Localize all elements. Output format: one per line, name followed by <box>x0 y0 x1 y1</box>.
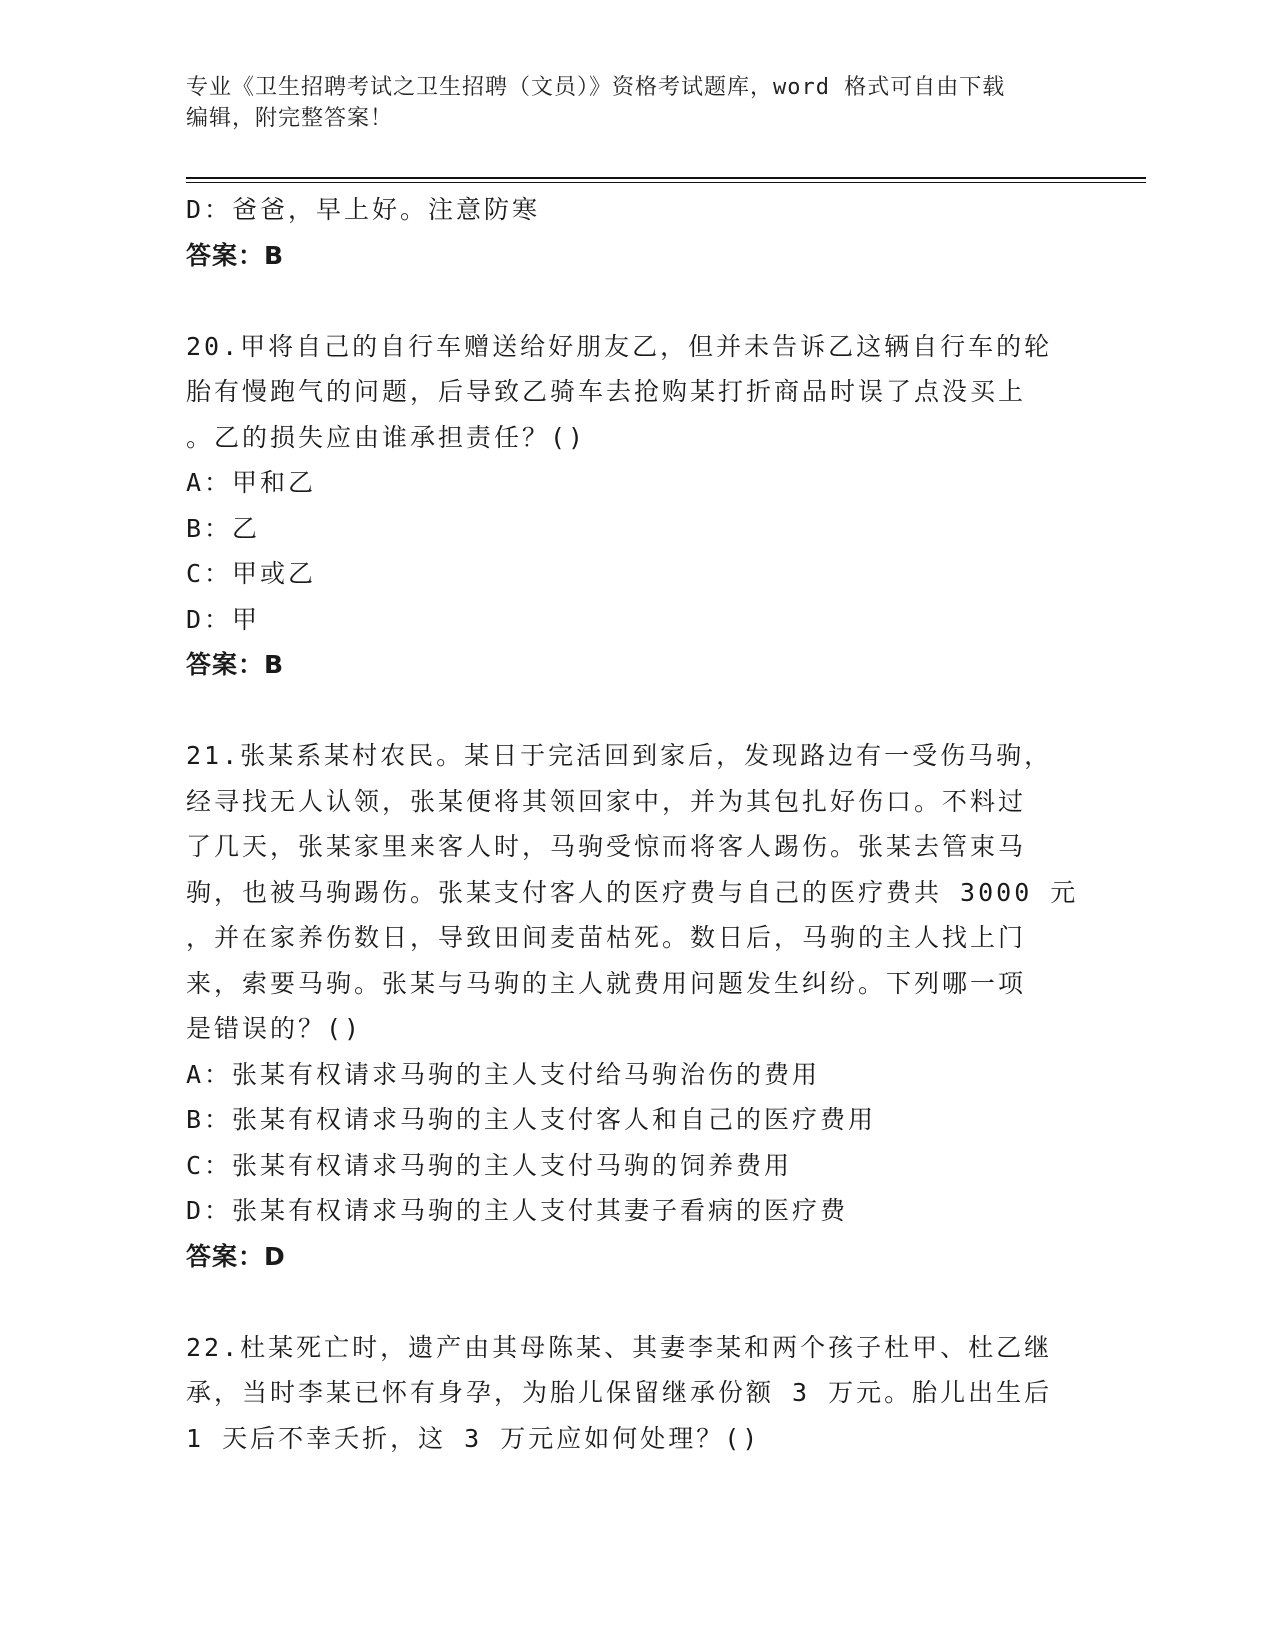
answer-label: 答案：D <box>186 1241 286 1271</box>
question-text-line: 是错误的？() <box>186 1014 363 1043</box>
option-a: A：甲和乙 <box>186 468 317 497</box>
question-20 <box>186 324 1086 688</box>
header-line-1: 专业《卫生招聘考试之卫生招聘（文员）》资格考试题库，word 格式可自由下载 <box>186 75 1006 100</box>
option-d: D：甲 <box>186 604 261 634</box>
option-a: A：张某有权请求马驹的主人支付给马驹治伤的费用 <box>186 1059 821 1089</box>
question-text-line: 20.甲将自己的自行车赠送给好朋友乙，但并未告诉乙这辆自行车的轮 <box>186 331 1053 361</box>
page-header <box>186 72 1086 134</box>
question-text-line: 承，当时李某已怀有身孕，为胎儿保留继承份额 3 万元。胎儿出生后 <box>186 1378 1053 1407</box>
option-c: C：张某有权请求马驹的主人支付马驹的饲养费用 <box>186 1150 793 1180</box>
question-text-line: 21.张某系某村农民。某日于完活回到家后，发现路边有一受伤马驹， <box>186 741 1053 770</box>
question-content <box>186 187 1086 1461</box>
spacer <box>186 278 1086 324</box>
question-text-line: 经寻找无人认领，张某便将其领回家中，并为其包扎好伤口。不料过 <box>186 786 1027 816</box>
question-text-line: 。乙的损失应由谁承担责任？() <box>186 422 587 452</box>
question-text-line: 胎有慢跑气的问题，后导致乙骑车去抢购某打折商品时误了点没买上 <box>186 377 1027 406</box>
question-22 <box>186 1325 1086 1462</box>
option-b: B：乙 <box>186 513 261 543</box>
question-text-line: 了几天，张某家里来客人时，马驹受惊而将客人踢伤。张某去管束马 <box>186 832 1027 861</box>
option-b: B：张某有权请求马驹的主人支付客人和自己的医疗费用 <box>186 1105 877 1134</box>
option-d: D：张某有权请求马驹的主人支付其妻子看病的医疗费 <box>186 1196 849 1225</box>
header-divider-thick <box>186 177 1146 179</box>
option-d: D：爸爸，早上好。注意防寒 <box>186 195 541 224</box>
answer-label: 答案：B <box>186 650 285 679</box>
spacer <box>186 688 1086 734</box>
prev-question-tail <box>186 187 1086 278</box>
header-divider-thin <box>186 182 1146 183</box>
question-text-line: 驹，也被马驹踢伤。张某支付客人的医疗费与自己的医疗费共 3000 元 <box>186 877 1079 907</box>
question-21 <box>186 733 1086 1279</box>
question-text-line: 1 天后不幸夭折，这 3 万元应如何处理？() <box>186 1423 761 1453</box>
option-c: C：甲或乙 <box>186 559 317 588</box>
question-text-line: 来，索要马驹。张某与马驹的主人就费用问题发生纠纷。下列哪一项 <box>186 968 1027 998</box>
header-line-2: 编辑，附完整答案！ <box>186 106 394 131</box>
question-text-line: 22.杜某死亡时，遗产由其母陈某、其妻李某和两个孩子杜甲、杜乙继 <box>186 1332 1053 1362</box>
answer-label: 答案：B <box>186 240 285 270</box>
question-text-line: ，并在家养伤数日，导致田间麦苗枯死。数日后，马驹的主人找上门 <box>186 923 1027 952</box>
spacer <box>186 1279 1086 1325</box>
